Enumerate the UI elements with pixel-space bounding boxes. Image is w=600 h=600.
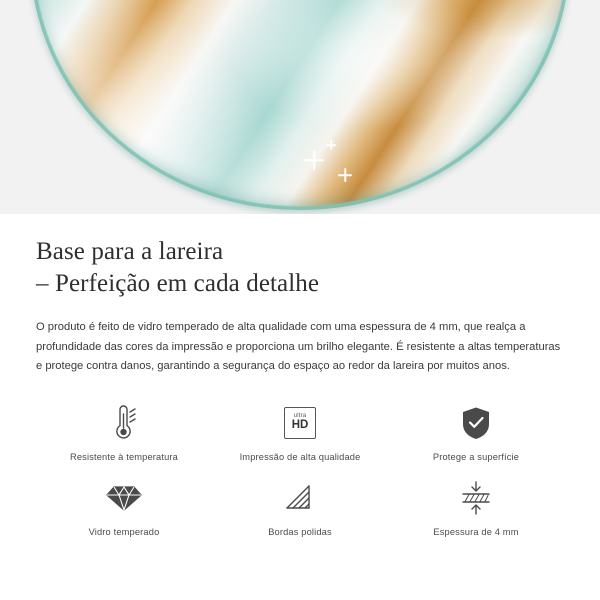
feature-label: Protege a superfície [432,451,520,462]
feature-item-thickness [388,478,564,537]
feature-item-temperature-resistant [36,403,212,462]
content-area [0,214,600,537]
shield-check-icon [459,403,493,443]
ultra-hd-badge-main: HD [291,419,309,432]
thermometer-icon [107,403,141,443]
feature-label: Espessura de 4 mm [433,526,519,537]
feature-label: Vidro temperado [88,526,160,537]
ultra-hd-badge-top: ultra [293,413,307,420]
feature-grid [36,403,564,537]
thickness-arrows-icon [456,478,496,518]
headline-line-1: Base para a lareira [36,238,224,265]
hero-image-frame [0,0,600,214]
hero-image [0,0,600,214]
feature-label: Impressão de alta qualidade [239,451,361,462]
feature-item-print-quality [212,403,388,462]
description-paragraph: O produto é feito de vidro temperado de alta qualidade com uma espessura de 4 mm, que realça a profundidade das cores da impressão e proporciona um brilho elegante. É resistente a altas temperaturas e protege contra danos, garantindo a segurança do espaço ao redor da lareira por muitos anos. [36,321,561,372]
round-glass-plate-image [30,0,570,210]
page-title [36,214,564,300]
feature-label: Bordas polidas [268,526,332,537]
feature-item-tempered-glass [36,478,212,537]
feature-label: Resistente à temperatura [70,451,178,462]
ultra-hd-badge-icon [284,403,316,443]
diamond-icon [106,478,142,518]
polished-edges-icon [282,478,318,518]
headline-line-2: – Perfeição em cada detalhe [36,270,320,297]
feature-item-polished-edges [212,478,388,537]
feature-item-surface-protection [388,403,564,462]
